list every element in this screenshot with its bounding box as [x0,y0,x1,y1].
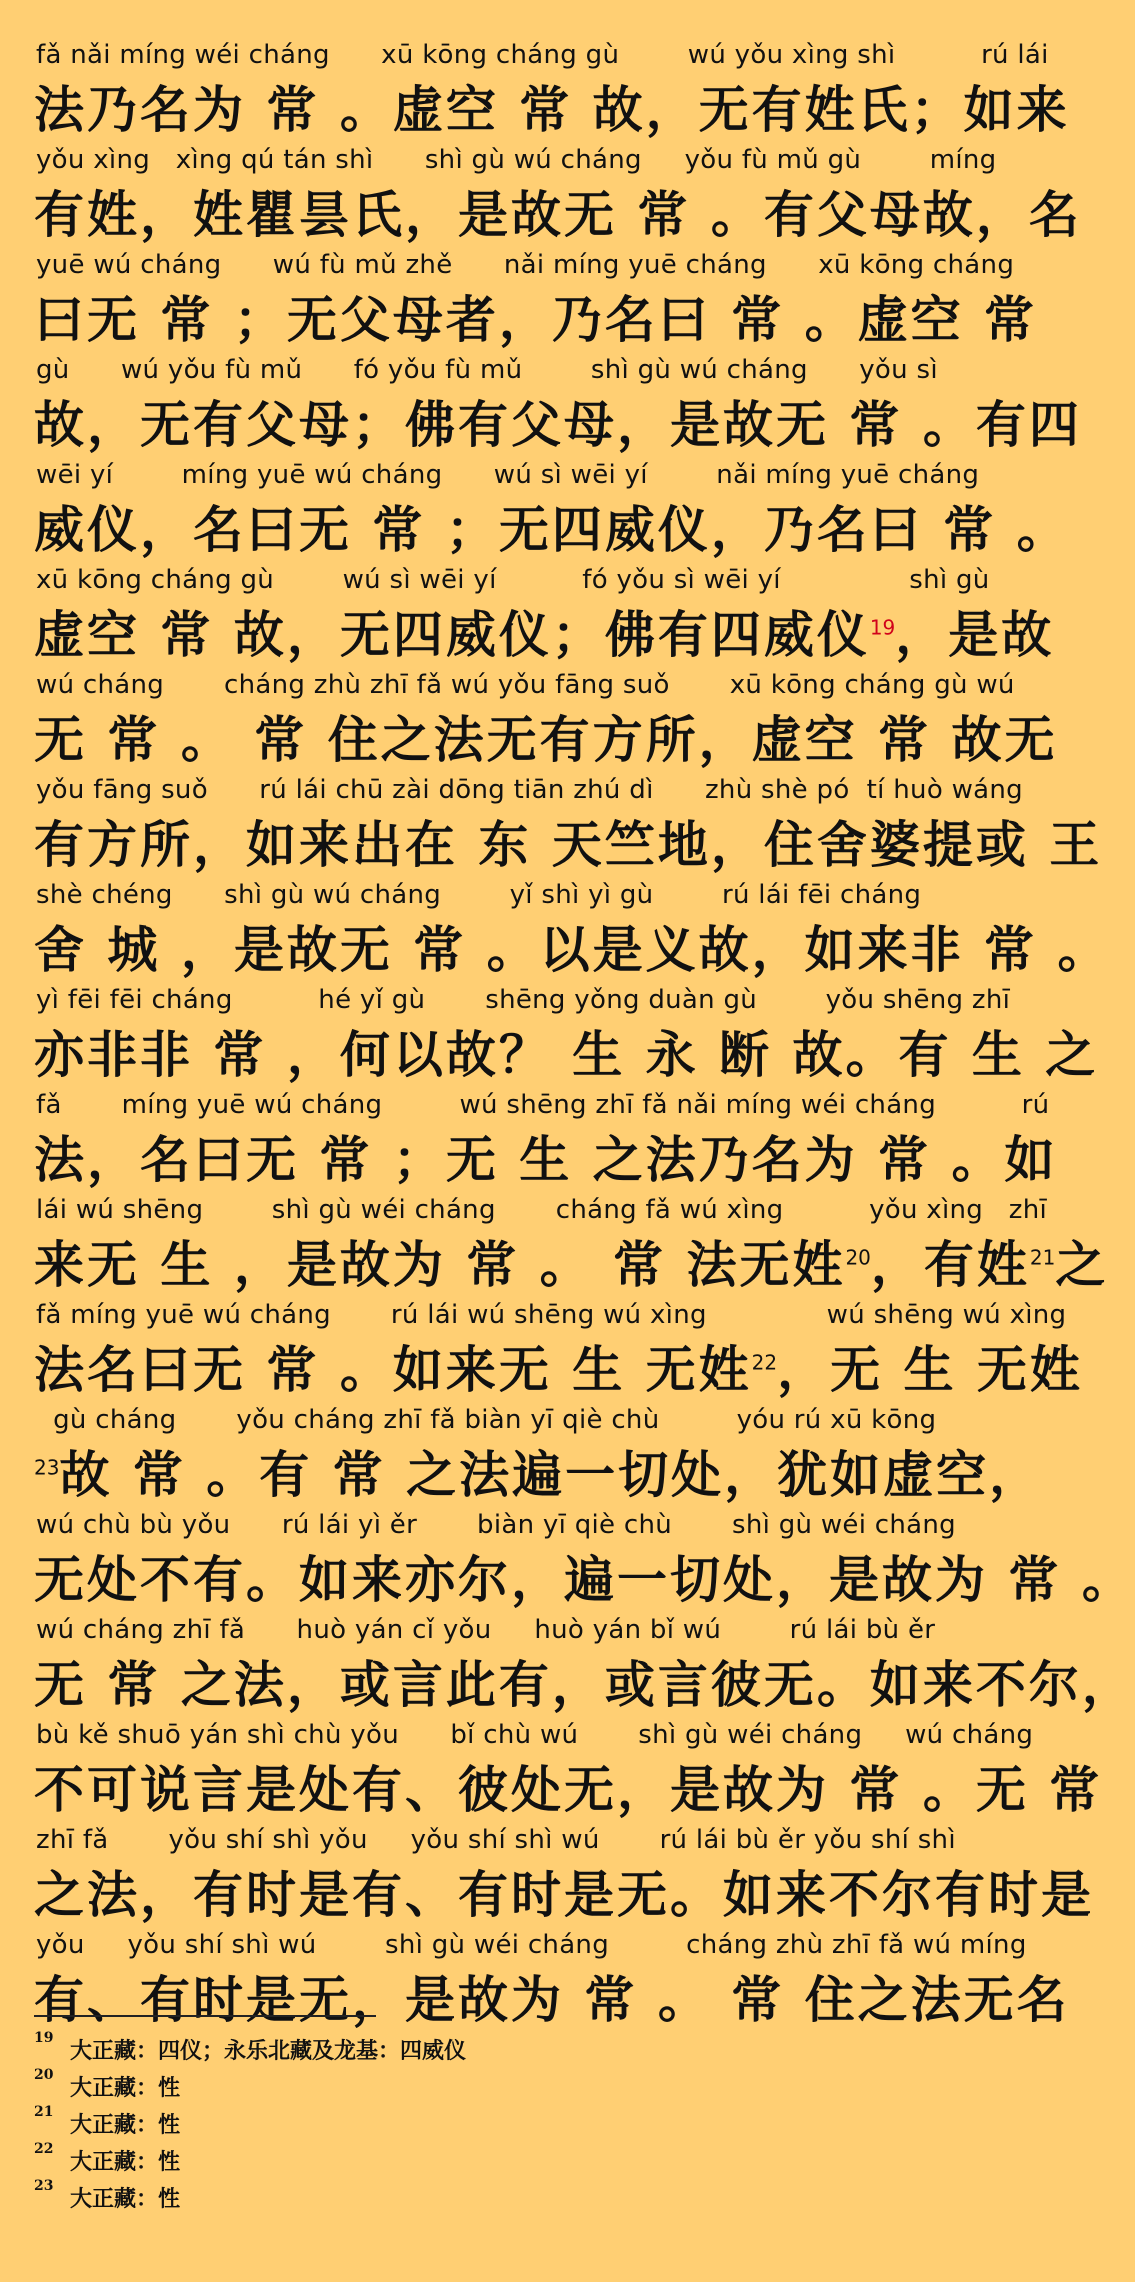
text-line [34,139,1082,244]
text-line [34,874,1111,979]
hanzi-line: 有姓，姓瞿昙氏，是故无 常 。有父母故，名 [34,186,1082,244]
pinyin-line: gù cháng yǒu cháng zhī fǎ biàn yī qiè chù yóu rú xū kōng [36,1405,937,1435]
text-line [34,979,1099,1084]
hanzi-line: 之法，有时是有、有时是无。如来不尔有时是 [34,1866,1094,1924]
hanzi-line: 无 常 之法，或言此有，或言彼无。如来不尔， [34,1656,1135,1714]
pinyin-line: gù wú yǒu fù mǔ fó yǒu fù mǔ shì gù wú cháng yǒu sì [36,355,938,385]
pinyin-line: yuē wú cháng wú fù mǔ zhě nǎi míng yuē cháng xū kōng cháng [36,250,1015,280]
footnote-number: 23 [34,2178,54,2194]
hanzi-line: 有、有时是无，是故为 常 。 常 住之法无名 [34,1971,1070,2029]
footnote-marker[interactable]: 19 [869,615,896,640]
hanzi-line: 故，无有父母；佛有父母，是故无 常 。有四 [34,396,1082,454]
hanzi-line: 亦非非 常 ，何以故？ 生 永 断 故。有 生 之 [34,1026,1099,1084]
footnote-text: 大正藏：性 [70,2075,181,2101]
pinyin-line: bù kě shuō yán shì chù yǒu bǐ chù wú shì gù wéi cháng wú cháng [36,1720,1034,1750]
text-line [34,1084,1058,1189]
hanzi-line: 来无 生 ，是故为 常 。 常 法无姓$^{20}$，有姓$^{21}$之 [34,1236,1109,1294]
footnote-marker[interactable]: 20 [845,1245,871,1270]
hanzi-line: 无处不有。如来亦尔，遍一切处，是故为 常 。 [34,1551,1135,1609]
pinyin-line: yǒu fāng suǒ rú lái chū zài dōng tiān zhú dì zhù shè pó tí huò wáng [36,775,1023,805]
text-line [34,559,1055,664]
hanzi-line: 曰无 常 ；无父母者，乃名曰 常 。虚空 常 [34,291,1038,349]
footnote-number: 22 [34,2141,54,2157]
hanzi-line: 法，名曰无 常 ；无 生 之法乃名为 常 。如 [34,1131,1058,1189]
text-line [34,34,1070,139]
pinyin-line: lái wú shēng shì gù wéi cháng cháng fǎ wú xìng yǒu xìng zhī [36,1195,1048,1225]
text-line [34,1714,1103,1819]
text-line [34,1504,1135,1609]
footnote-number: 19 [34,2030,54,2046]
text-line [34,1609,1135,1714]
footnote-text: 大正藏：性 [70,2112,181,2138]
text-line [34,1399,1046,1504]
pinyin-line: yǒu xìng xìng qú tán shì shì gù wú cháng yǒu fù mǔ gù míng [36,145,997,175]
text-line [34,1819,1094,1924]
text-line [34,769,1103,874]
pinyin-line: wú chù bù yǒu rú lái yì ěr biàn yī qiè chù shì gù wéi cháng [36,1510,956,1540]
hanzi-line: $^{23}$故 常 。有 常 之法遍一切处，犹如虚空， [34,1446,1043,1504]
pinyin-line: zhī fǎ yǒu shí shì yǒu yǒu shí shì wú rú lái bù ěr yǒu shí shì [36,1825,956,1855]
pinyin-line: xū kōng cháng gù wú sì wēi yí fó yǒu sì wēi yí shì gù [36,565,990,595]
hanzi-line: 威仪，名曰无 常 ；无四威仪，乃名曰 常 。 [34,501,1070,559]
pinyin-line: fǎ míng yuē wú cháng wú shēng zhī fǎ nǎi míng wéi cháng rú [36,1090,1050,1120]
text-line [34,454,1070,559]
footnote-text: 大正藏：性 [70,2186,181,2212]
pinyin-line: shè chéng shì gù wú cháng yǐ shì yì gù rú lái fēi cháng [36,880,922,910]
pinyin-line: wēi yí míng yuē wú cháng wú sì wēi yí nǎi míng yuē cháng [36,460,980,490]
hanzi-line: 舍 城 ，是故无 常 。以是义故，如来非 常 。 [34,921,1111,979]
text-line [34,244,1046,349]
footnote-marker[interactable]: 21 [1029,1245,1056,1270]
pinyin-line: fǎ míng yuē wú cháng rú lái wú shēng wú xìng wú shēng wú xìng [36,1300,1067,1330]
footnote-divider [34,2015,376,2017]
hanzi-line: 无 常 。 常 住之法无有方所，虚空 常 故无 [34,711,1058,769]
pinyin-line: yì fēi fēi cháng hé yǐ gù shēng yǒng duàn gù yǒu shēng zhī [36,985,1011,1015]
footnote-number: 21 [34,2104,54,2120]
text-line [34,1294,1083,1399]
text-body [34,34,1135,2029]
footnote-marker[interactable]: 23 [34,1455,60,1480]
hanzi-line: 法乃名为 常 。虚空 常 故，无有姓氏；如来 [34,81,1070,139]
pinyin-line: fǎ nǎi míng wéi cháng xū kōng cháng gù wú yǒu xìng shì rú lái [36,40,1049,70]
text-line [34,664,1058,769]
footnote-text: 大正藏：四仪；永乐北藏及龙基：四威仪 [70,2038,467,2064]
footnote-number: 20 [34,2067,54,2083]
hanzi-line: 法名曰无 常 。如来无 生 无姓$^{22}$，无 生 无姓 [34,1341,1083,1399]
footnote-marker[interactable]: 22 [751,1350,778,1375]
hanzi-line: 有方所，如来出在 东 天竺地，住舍婆提或 王 [34,816,1103,874]
pinyin-line: wú cháng cháng zhù zhī fǎ wú yǒu fāng suǒ xū kōng cháng gù wú [36,670,1015,700]
pinyin-line: wú cháng zhī fǎ huò yán cǐ yǒu huò yán bǐ wú rú lái bù ěr [36,1615,936,1645]
text-line [34,1924,1070,2029]
hanzi-line: 虚空 常 故，无四威仪；佛有四威仪$^{19}$，是故 [34,606,1055,664]
footnote-text: 大正藏：性 [70,2149,181,2175]
text-line [34,1189,1109,1294]
hanzi-line: 不可说言是处有、彼处无，是故为 常 。无 常 [34,1761,1103,1819]
text-line [34,349,1082,454]
pinyin-line: yǒu yǒu shí shì wú shì gù wéi cháng cháng zhù zhī fǎ wú míng [36,1930,1027,1960]
